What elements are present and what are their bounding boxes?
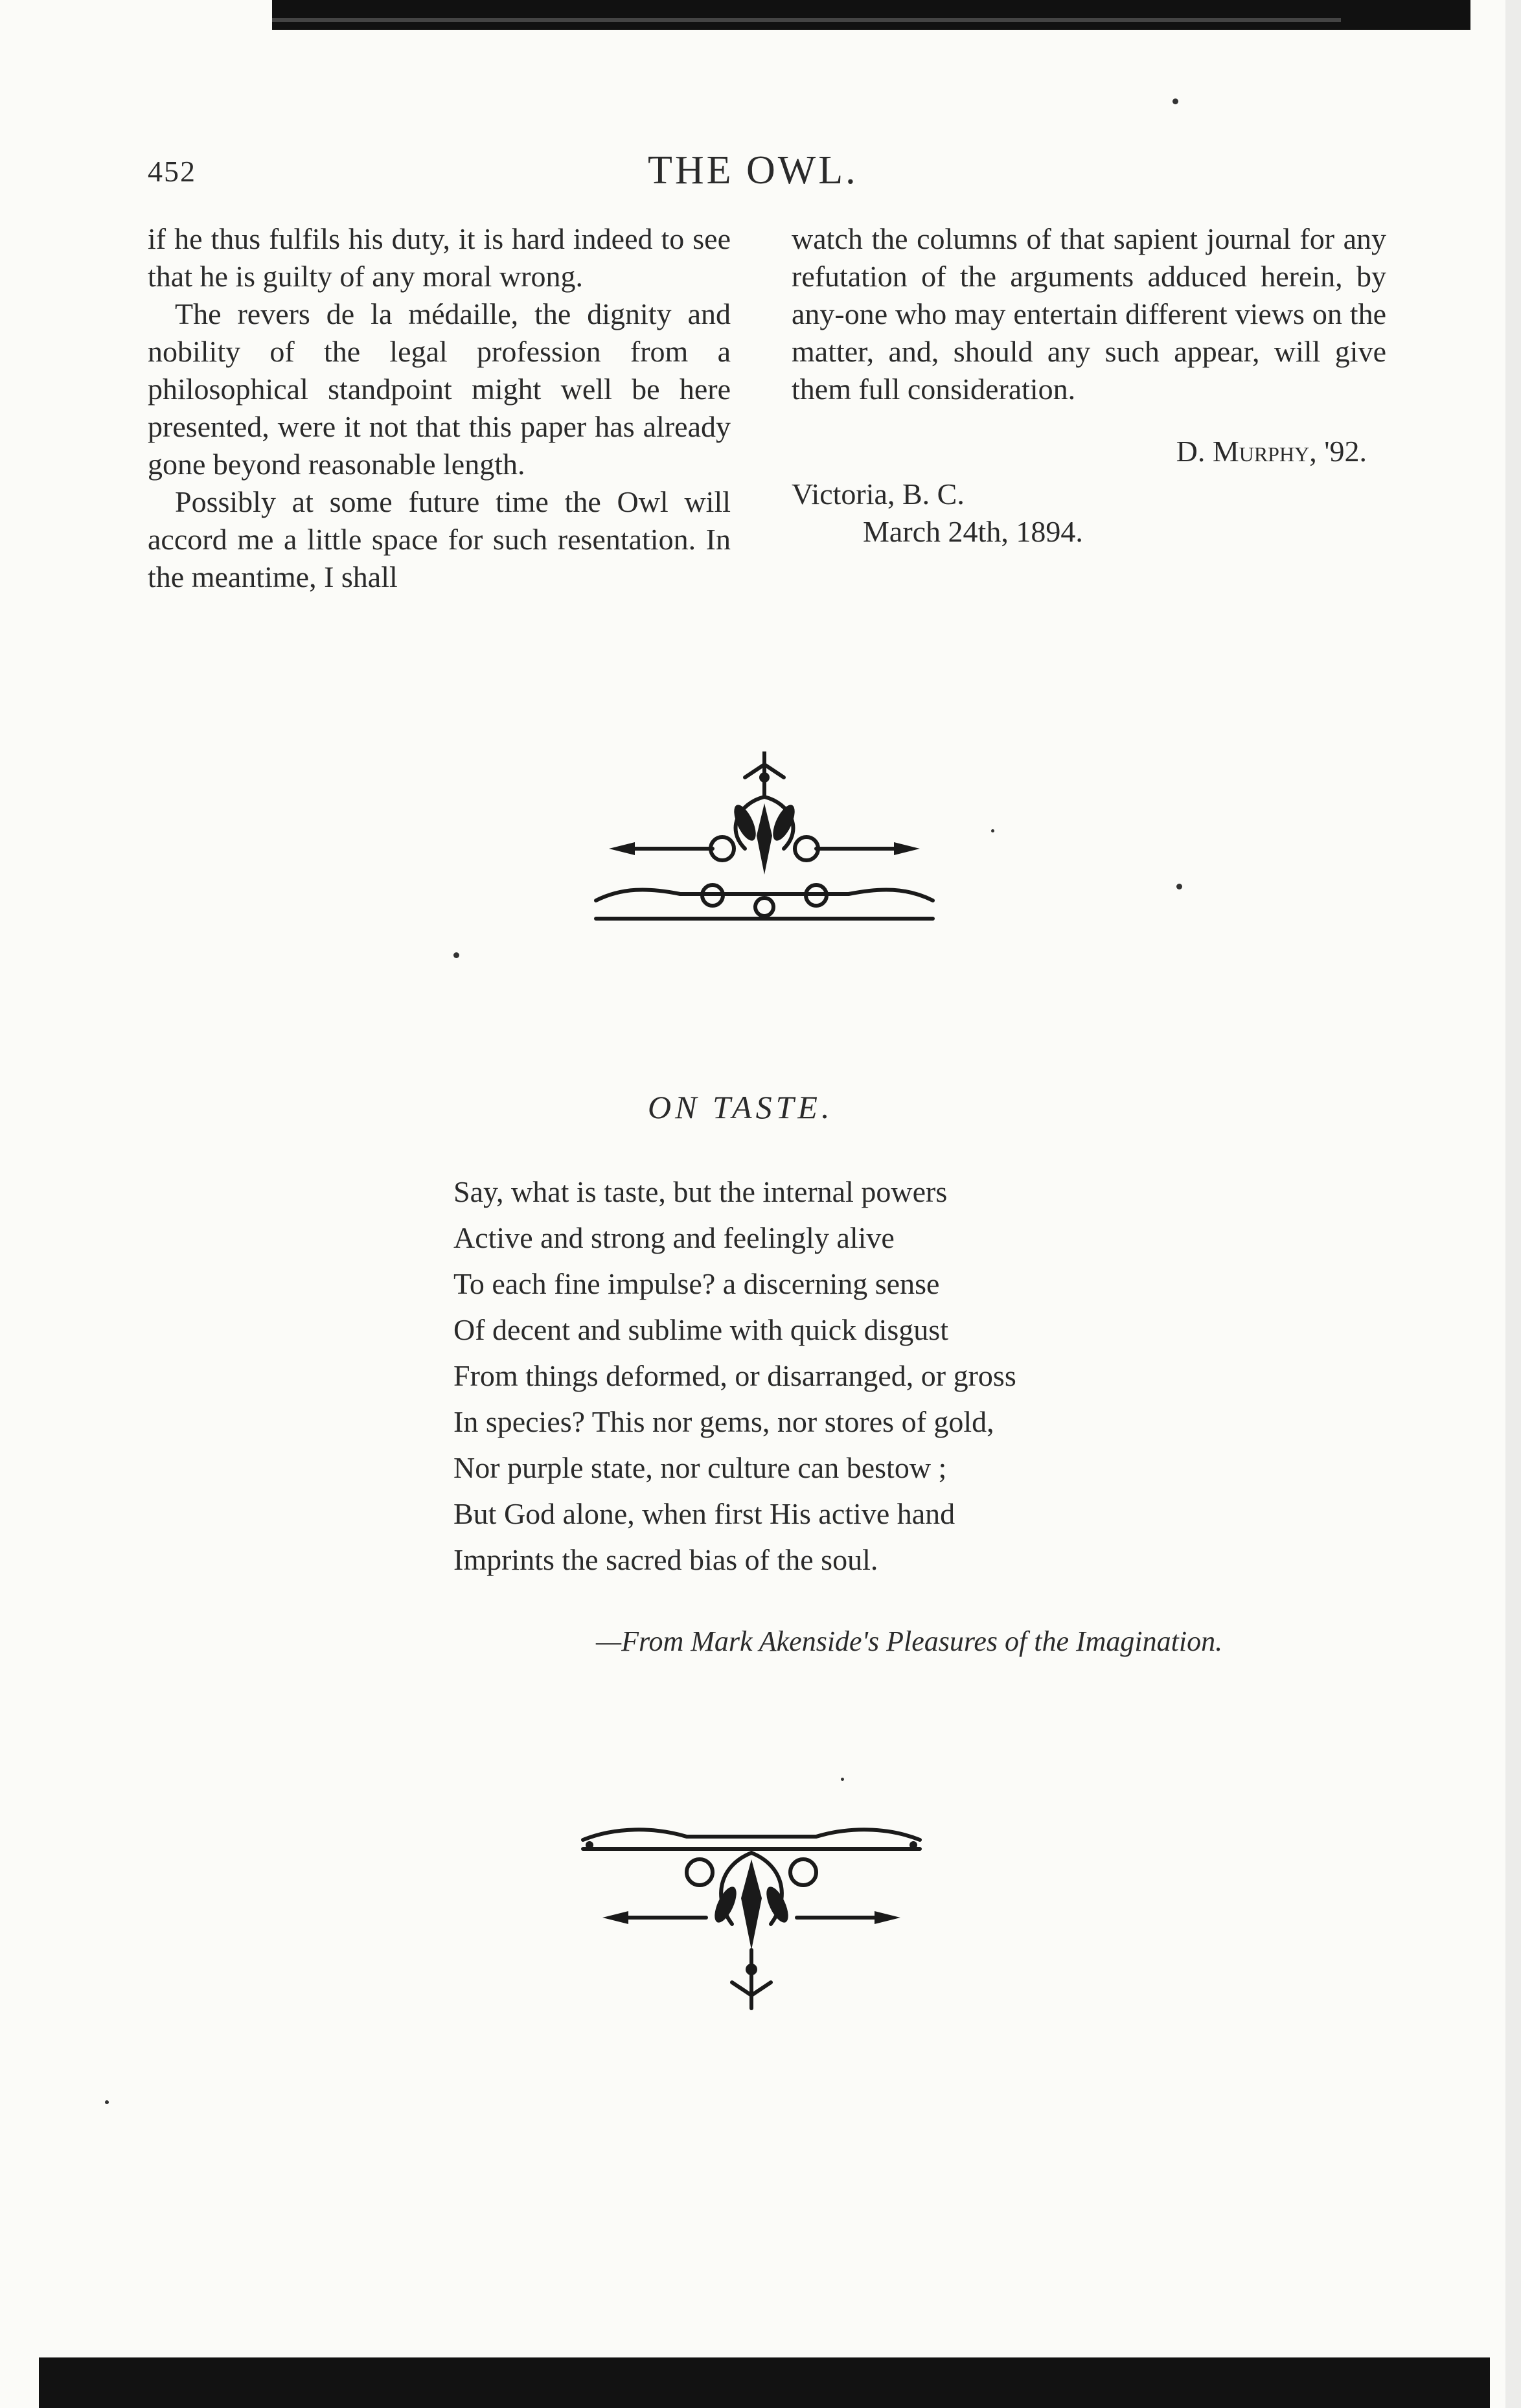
signature-surname: Murphy xyxy=(1212,435,1310,468)
top-decorative-ornament xyxy=(583,751,946,933)
print-speck xyxy=(1176,884,1182,889)
poem-line: Nor purple state, nor culture can bestow ; xyxy=(453,1451,947,1484)
poem-line: In species? This nor gems, nor stores of gold, xyxy=(453,1405,994,1438)
poem-line: Of decent and sublime with quick disgust xyxy=(453,1313,948,1346)
poem-body xyxy=(453,1169,1016,1583)
poem-line: Say, what is taste, but the internal powers xyxy=(453,1175,948,1208)
poem-attribution: —From Mark Akenside's Pleasures of the Imagination. xyxy=(596,1625,1223,1657)
top-border-rule xyxy=(272,0,1470,30)
poem-line: Active and strong and feelingly alive xyxy=(453,1221,895,1254)
left-column xyxy=(148,220,731,596)
bottom-border-band xyxy=(39,2357,1490,2408)
right-column xyxy=(792,220,1386,551)
signature-class-year: '92. xyxy=(1324,435,1367,468)
poem-line: To each fine impulse? a discerning sense xyxy=(453,1267,940,1300)
signature-place: Victoria, B. C. xyxy=(792,477,965,510)
left-paragraph-3: Possibly at some future time the Owl will accord me a little space for such resentation. In the meantime, I shall xyxy=(148,485,731,593)
print-speck xyxy=(841,1778,844,1781)
poem-line: From things deformed, or disarranged, or gross xyxy=(453,1359,1016,1392)
left-paragraph-2: The revers de la médaille, the dignity and nobility of the legal profession from a philosophical standpoint might well be here presented, were it not that this paper has already gone beyond reasonable length. xyxy=(148,297,731,481)
bottom-decorative-ornament xyxy=(570,1820,933,2015)
left-paragraph-1: if he thus fulfils his duty, it is hard indeed to see that he is guilty of any moral wrong. xyxy=(148,222,731,293)
top-border-thin-rule xyxy=(272,18,1341,22)
print-speck xyxy=(991,829,994,832)
running-title: THE OWL. xyxy=(648,148,858,192)
print-speck xyxy=(453,952,459,958)
signature-name-line: D. Murphy, '92. xyxy=(1176,435,1367,468)
right-paragraph: watch the columns of that sapient journal for any refutation of the arguments adduced herein, by any-one who may entertain different views on the matter, and, should any such appear, will give them full consideration. xyxy=(792,222,1386,406)
page-number: 452 xyxy=(148,155,196,188)
print-speck xyxy=(105,2100,109,2104)
poem-line: Imprints the sacred bias of the soul. xyxy=(453,1543,878,1576)
author-signature xyxy=(792,433,1386,551)
signature-date: March 24th, 1894. xyxy=(863,515,1083,548)
poem-title: ON TASTE. xyxy=(648,1089,834,1125)
page-edge-shadow xyxy=(1505,0,1521,2408)
print-speck xyxy=(1172,98,1178,104)
signature-initial: D. xyxy=(1176,435,1206,468)
poem-line: But God alone, when first His active hand xyxy=(453,1497,955,1530)
